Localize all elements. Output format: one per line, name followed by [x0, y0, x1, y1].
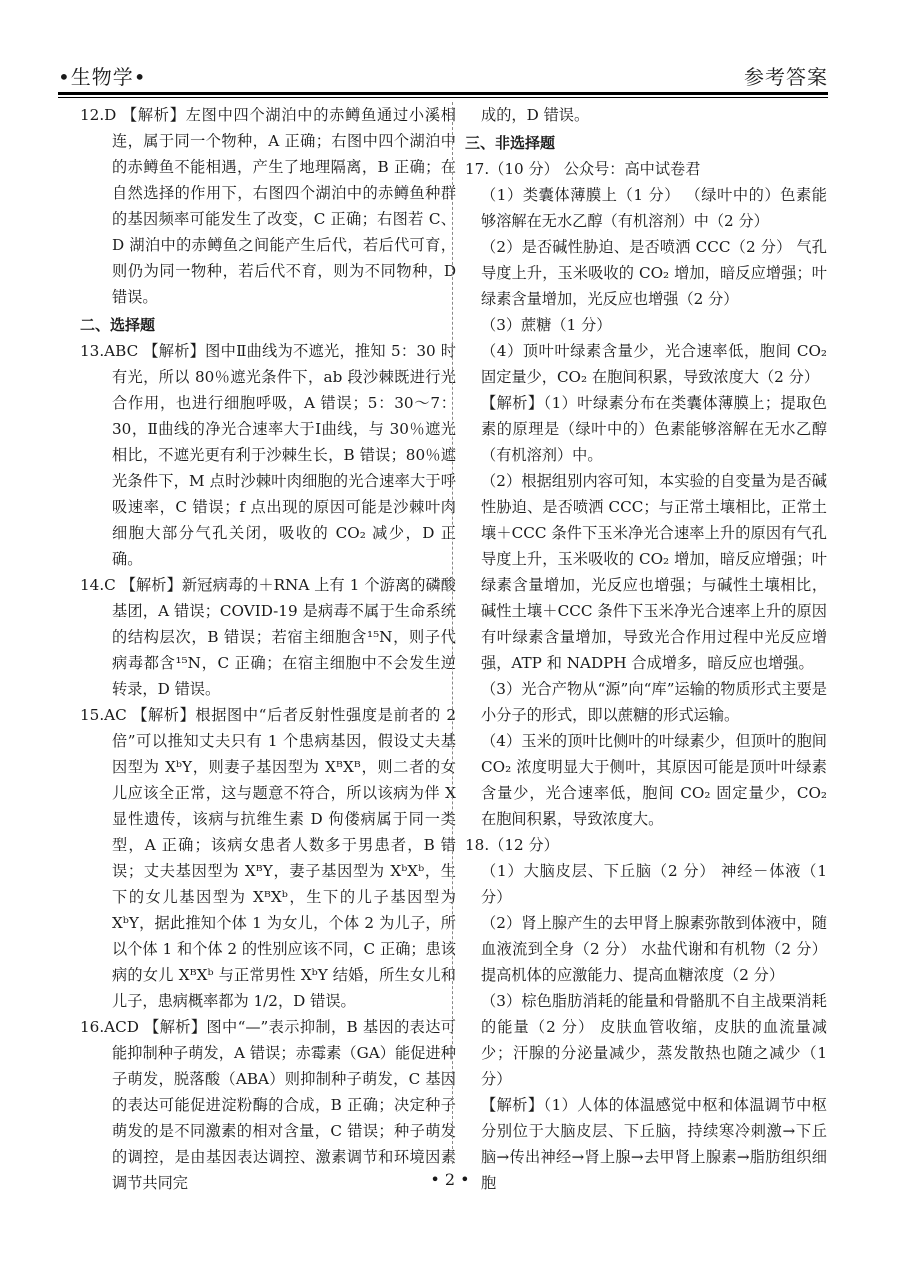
answer-17-part-3: （3）蔗糖（1 分） — [481, 316, 612, 334]
answer-15: 15.AC 【解析】根据图中“后者反射性强度是前者的 2 倍”可以推知丈夫只有 1 个患病基因，假设丈夫基因型为 XᵇY，则妻子基因型为 XᴮXᴮ，则二者的女儿应该全正常，这与题意不符合，所以该病为伴 X 显性遗传，该病与抗维生素 D 佝偻病属于同一类型，A 正确；该病女患者人数多于男患者，B 错误；丈夫基因型为 XᴮY，妻子基因型为 XᵇXᵇ，生下的女儿基因型为 XᴮXᵇ，生下的儿子基因型为 XᵇY，据此推知个体 1 为女儿，个体 2 为儿子，所以个体 1 和个体 2 的性别应该不同，C 正确；患该病的女儿 XᴮXᵇ 与正常男性 XᵇY 结婚，所生女儿和儿子，患病概率都为 1/2，D 错误。 — [80, 706, 456, 1010]
right-column — [465, 102, 827, 1196]
header-rule-thin — [58, 97, 828, 98]
answer-title: 参考答案 — [744, 65, 828, 89]
answer-13: 13.ABC 【解析】图中Ⅱ曲线为不遮光，推知 5：30 时有光，所以 80％遮光条件下，ab 段沙棘既进行光合作用，也进行细胞呼吸，A 错误；5：30～7：30，Ⅱ曲线的净光合速率大于Ⅰ曲线，与 30％遮光相比，不遮光更有利于沙棘生长，B 错误；80％遮光条件下，M 点时沙棘叶肉细胞的光合速率大于呼吸速率，C 错误；f 点出现的原因可能是沙棘叶肉细胞大部分气孔关闭，吸收的 CO₂ 减少，D 正确。 — [80, 342, 456, 568]
section-heading-2: 二、选择题 — [80, 316, 156, 334]
answer-17-part-4: （4）顶叶叶绿素含量少，光合速率低，胞间 CO₂ 固定量少，CO₂ 在胞间积累，导致浓度大（2 分） — [481, 342, 827, 386]
answer-18-part-3: （3）棕色脂肪消耗的能量和骨骼肌不自主战栗消耗的能量（2 分） 皮肤血管收缩，皮肤的血流量减少；汗腺的分泌量减少，蒸发散热也随之减少（1 分） — [481, 992, 827, 1088]
analysis-18-part-1: 【解析】（1）人体的体温感觉中枢和体温调节中枢分别位于大脑皮层、下丘脑，持续寒冷刺激→下丘脑→传出神经→肾上腺→去甲肾上腺素→脂肪组织细胞 — [481, 1096, 827, 1192]
header-rule-thick — [58, 92, 828, 95]
answer-17-part-1: （1）类囊体薄膜上（1 分） （绿叶中的）色素能够溶解在无水乙醇（有机溶剂）中（2 分） — [481, 186, 827, 230]
left-column — [80, 102, 456, 1196]
subject-label: •生物学• — [58, 65, 147, 89]
analysis-17-part-2: （2）根据组别内容可知，本实验的自变量为是否碱性胁迫、是否喷洒 CCC；与正常土壤相比，正常土壤＋CCC 条件下玉米净光合速率上升的原因有气孔导度上升，玉米吸收的 CO₂ 增加，暗反应增强；叶绿素含量增加，光反应也增强；与碱性土壤相比，碱性土壤＋CCC 条件下玉米净光合速率上升的原因有叶绿素含量增加，导致光合作用过程中光反应增强，ATP 和 NADPH 合成增多，暗反应也增强。 — [481, 472, 827, 672]
analysis-17-part-4: （4）玉米的顶叶比侧叶的叶绿素少，但顶叶的胞间 CO₂ 浓度明显大于侧叶，其原因可能是顶叶叶绿素含量少，光合速率低，胞间 CO₂ 固定量少，CO₂ 在胞间积累，导致浓度大。 — [481, 732, 827, 828]
page-header — [58, 56, 828, 90]
column-divider — [452, 102, 453, 1164]
answer-17-heading: 17.（10 分） 公众号：高中试卷君 — [465, 160, 701, 178]
answer-16-continued: 成的，D 错误。 — [481, 106, 590, 124]
analysis-17-part-1: 【解析】（1）叶绿素分布在类囊体薄膜上；提取色素的原理是（绿叶中的）色素能够溶解在无水乙醇（有机溶剂）中。 — [481, 394, 827, 464]
analysis-17-part-3: （3）光合产物从“源”向“库”运输的物质形式主要是小分子的形式，即以蔗糖的形式运输。 — [481, 680, 827, 724]
page-number: • 2 • — [430, 1170, 470, 1189]
section-heading-3: 三、非选择题 — [465, 134, 556, 152]
answer-16: 16.ACD 【解析】图中“—”表示抑制，B 基因的表达可能抑制种子萌发，A 错误；赤霉素（GA）能促进种子萌发，脱落酸（ABA）则抑制种子萌发，C 基因的表达可能促进淀粉酶的合成，B 正确；决定种子萌发的是不同激素的相对含量，C 错误；种子萌发的调控，是由基因表达调控、激素调节和环境因素调节共同完 — [80, 1018, 456, 1192]
answer-17-part-2: （2）是否碱性胁迫、是否喷洒 CCC（2 分） 气孔导度上升，玉米吸收的 CO₂ 增加，暗反应增强；叶绿素含量增加，光反应也增强（2 分） — [481, 238, 827, 308]
answer-18-part-2: （2）肾上腺产生的去甲肾上腺素弥散到体液中，随血液流到全身（2 分） 水盐代谢和有机物（2 分） 提高机体的应激能力、提高血糖浓度（2 分） — [481, 914, 827, 984]
answer-12: 12.D 【解析】左图中四个湖泊中的赤鳟鱼通过小溪相连，属于同一个物种，A 正确；右图中四个湖泊中的赤鳟鱼不能相遇，产生了地理隔离，B 正确；在自然选择的作用下，右图四个湖泊中的赤鳟鱼种群的基因频率可能发生了改变，C 正确；右图若 C、D 湖泊中的赤鳟鱼之间能产生后代，若后代可育，则仍为同一物种，若后代不育，则为不同物种，D 错误。 — [80, 106, 456, 306]
answer-14: 14.C 【解析】新冠病毒的＋RNA 上有 1 个游离的磷酸基团，A 错误；COVID-19 是病毒不属于生命系统的结构层次，B 错误；若宿主细胞含¹⁵N，则子代病毒都含¹⁵N，C 正确；在宿主细胞中不会发生逆转录，D 错误。 — [80, 576, 456, 698]
answer-18-part-1: （1）大脑皮层、下丘脑（2 分） 神经－体液（1 分） — [481, 862, 827, 906]
answer-18-heading: 18.（12 分） — [465, 836, 559, 854]
